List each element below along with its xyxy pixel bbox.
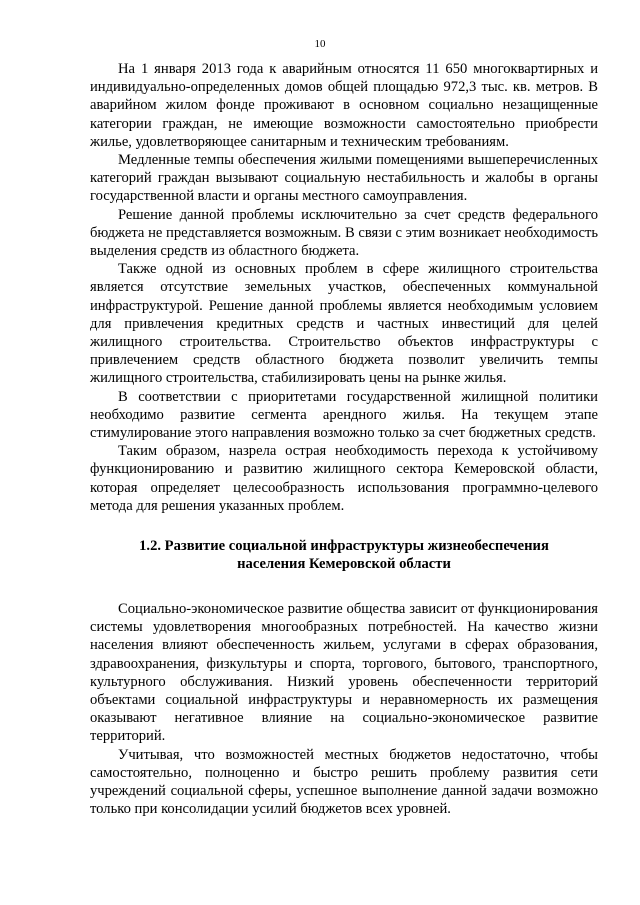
paragraph-emergency-housing: На 1 января 2013 года к аварийным относятся 11 650 многоквартирных и индивидуально-определенных домов общей площадью 972,3 тыс. кв. метров. В аварийном жилом фонде проживают в основном социально незащищенные категории граждан, не имеющие возможности самостоятельно приобрести жилье, удовлетворяющее санитарным и техническим требованиям. (90, 61, 598, 150)
page-number: 10 (314, 38, 326, 50)
paragraph-rental-housing: В соответствии с приоритетами государственной жилищной политики необходимо развитие сегмента арендного жилья. На текущем этапе стимулирование этого направления возможно только за счет бюджетных средств. (90, 388, 598, 442)
section-heading (90, 537, 598, 574)
paragraph-conclusion: Таким образом, назрела острая необходимость перехода к устойчивому функционированию и развитию жилищного сектора Кемеровской области, которая определяет целесообразность использования программно-целевого метода для решения указанных проблем. (90, 443, 598, 514)
paragraph-local-budgets: Учитывая, что возможностей местных бюджетов недостаточно, чтобы самостоятельно, полноценно и быстро решить проблему развития сети учреждений социальной сферы, успешное выполнение данной задачи возможно только при консолидации усилий бюджетов всех уровней. (90, 746, 598, 818)
page-body (90, 60, 598, 818)
paragraph-slow-provision: Медленные темпы обеспечения жилыми помещениями вышеперечисленных категорий граждан вызывают социальную нестабильность и жалобы в органы государственной власти и органы местного самоуправления. (90, 152, 598, 205)
section-heading-line-1: 1.2. Развитие социальной инфраструктуры жизнеобеспечения (139, 538, 549, 555)
section-heading-line-2: населения Кемеровской области (237, 556, 451, 573)
paragraph-land-plots: Также одной из основных проблем в сфере жилищного строительства является отсутствие земельных участков, обеспеченных коммунальной инфраструктурой. Решение данной проблемы является необходимым условием для привлечения кредитных средств и частных инвестиций для целей жилищного строительства. Строительство объектов инфраструктуры с привлечением средств областного бюджета позволит увеличить темпы жилищного строительства, стабилизировать цены на рынке жилья. (90, 261, 598, 387)
paragraph-federal-budget: Решение данной проблемы исключительно за счет средств федерального бюджета не представляется возможным. В связи с этим возникает необходимость выделения средств из областного бюджета. (90, 206, 598, 260)
paragraph-social-development: Социально-экономическое развитие общества зависит от функционирования системы удовлетворения многообразных потребностей. На качество жизни населения влияют обеспеченность жильем, услугами в сферах образования, здравоохранения, физкультуры и спорта, торгового, бытового, транспортного, культурного обслуживания. Низкий уровень обеспеченности территорий объектами социальной инфраструктуры и неравномерность их размещения оказывают негативное влияние на социально-экономическое развитие территорий. (90, 600, 598, 745)
